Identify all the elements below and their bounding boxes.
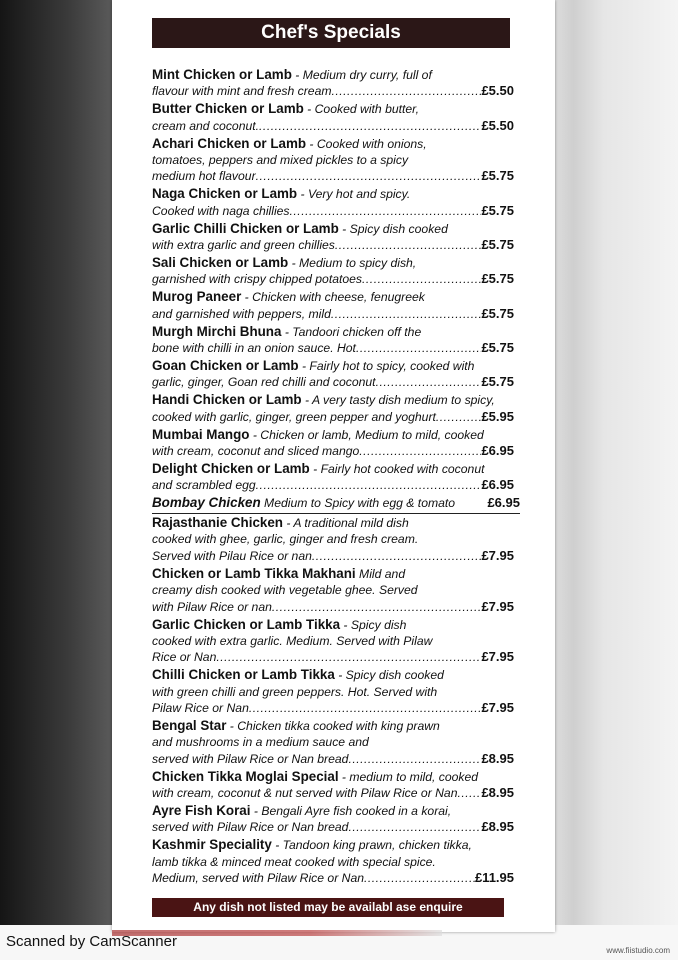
menu-item-description: - Chicken with cheese, fenugreek bbox=[241, 290, 425, 305]
menu-item-description-line: garnished with crispy chipped potatoes bbox=[152, 272, 363, 287]
menu-item-line bbox=[152, 118, 514, 134]
menu-item-line bbox=[152, 477, 514, 493]
menu-item bbox=[152, 718, 514, 767]
menu-item bbox=[152, 495, 520, 513]
menu-item-price: £5.50 bbox=[481, 117, 514, 133]
menu-item-description: Medium to Spicy with egg & tomato bbox=[260, 496, 456, 511]
watermark: www.fiistudio.com bbox=[606, 946, 670, 955]
menu-item-heading bbox=[152, 186, 514, 202]
scanned-by-label: Scanned by CamScanner bbox=[6, 933, 177, 950]
menu-item-description: Mild and bbox=[355, 566, 406, 581]
menu-item-description-line: Cooked with naga chillies bbox=[152, 203, 290, 218]
menu-item-price: £8.95 bbox=[481, 750, 514, 766]
menu-item-lead bbox=[152, 495, 455, 511]
menu-item-line bbox=[152, 409, 514, 425]
menu-item-price: £5.75 bbox=[481, 305, 514, 321]
menu-item-description: - Medium dry curry, full of bbox=[291, 68, 432, 82]
menu-item-description-line: cream and coconut. bbox=[152, 118, 260, 133]
menu-item-line bbox=[152, 495, 520, 513]
dot-leader bbox=[256, 168, 482, 184]
menu-item bbox=[152, 67, 514, 100]
menu-item-description: - Spicy dish cooked bbox=[338, 221, 448, 236]
menu-item-price: £6.95 bbox=[481, 477, 514, 493]
dot-leader bbox=[312, 548, 482, 564]
menu-item-name: Naga Chicken or Lamb bbox=[152, 186, 298, 202]
background-left bbox=[0, 0, 112, 960]
menu-page bbox=[112, 0, 555, 932]
menu-item-name: Bengal Star bbox=[152, 717, 227, 733]
menu-item-description: - Spicy dish cooked bbox=[334, 668, 444, 683]
menu-item-description: - Chicken tikka cooked with king prawn bbox=[226, 718, 440, 733]
menu-item-name: Ayre Fish Korai bbox=[152, 802, 251, 818]
menu-item-name: Chilli Chicken or Lamb Tikka bbox=[152, 667, 335, 683]
menu-item-line bbox=[152, 340, 514, 356]
menu-item-price: £5.50 bbox=[481, 83, 514, 99]
menu-item-price: £5.75 bbox=[481, 168, 514, 184]
menu-item-line bbox=[152, 374, 514, 390]
menu-item-list bbox=[152, 67, 520, 888]
menu-item-heading bbox=[152, 136, 514, 152]
menu-item-description-line: with green chilli and green peppers. Hot. Served with bbox=[152, 684, 438, 699]
dot-leader bbox=[331, 306, 482, 322]
menu-item-heading bbox=[152, 67, 514, 83]
menu-item-description-line: and mushrooms in a medium sauce and bbox=[152, 735, 369, 750]
menu-item-heading bbox=[152, 221, 514, 237]
menu-item-price: £5.75 bbox=[481, 202, 514, 218]
menu-item-description: - A traditional mild dish bbox=[282, 516, 409, 531]
menu-item-name: Mumbai Mango bbox=[152, 426, 250, 442]
menu-item-description: - Medium to spicy dish, bbox=[288, 255, 417, 270]
menu-item-name: Handi Chicken or Lamb bbox=[152, 392, 302, 408]
menu-item-price: £5.75 bbox=[481, 271, 514, 287]
footer-note: Any dish not listed may be availabl ase enquire bbox=[152, 898, 504, 917]
dot-leader bbox=[362, 271, 481, 287]
menu-item-description-line: cooked with garlic, ginger, green pepper and yoghurt bbox=[152, 409, 436, 424]
menu-item-description: - Tandoon king prawn, chicken tikka, bbox=[271, 838, 472, 853]
menu-item-name: Achari Chicken or Lamb bbox=[152, 135, 307, 151]
menu-item-heading bbox=[152, 101, 514, 117]
menu-item-heading bbox=[152, 358, 514, 374]
menu-item-line bbox=[152, 271, 514, 287]
menu-item-description-line: Pilaw Rice or Nan bbox=[152, 701, 249, 716]
menu-item-description-line: flavour with mint and fresh cream bbox=[152, 84, 332, 99]
menu-item-line bbox=[152, 306, 514, 322]
menu-item-description-line: Rice or Nan bbox=[152, 650, 217, 665]
menu-item-description: - Fairly hot cooked with coconut bbox=[309, 461, 485, 476]
menu-item-heading bbox=[152, 667, 514, 683]
menu-item-heading bbox=[152, 769, 514, 785]
menu-item bbox=[152, 358, 514, 391]
menu-item-description: - Spicy dish bbox=[340, 617, 407, 632]
menu-item-line bbox=[152, 237, 514, 253]
menu-item-name: Chicken or Lamb Tikka Makhani bbox=[152, 565, 356, 581]
menu-item-line bbox=[152, 870, 514, 886]
menu-item-description: - A very tasty dish medium to spicy, bbox=[301, 393, 495, 408]
menu-item-description-line: medium hot flavour bbox=[152, 169, 256, 184]
dot-leader bbox=[356, 340, 482, 356]
menu-item-name: Garlic Chilli Chicken or Lamb bbox=[152, 220, 339, 236]
menu-item-price: £8.95 bbox=[481, 785, 514, 801]
dot-leader bbox=[364, 870, 475, 886]
dot-leader bbox=[359, 443, 481, 459]
menu-item-name: Sali Chicken or Lamb bbox=[152, 254, 289, 270]
menu-item-name: Mint Chicken or Lamb bbox=[152, 67, 292, 82]
menu-item-name: Murgh Mirchi Bhuna bbox=[152, 323, 282, 339]
menu-item-description-line: lamb tikka & minced meat cooked with special spice. bbox=[152, 854, 436, 869]
dot-leader bbox=[259, 118, 481, 134]
menu-item-price: £7.95 bbox=[481, 649, 514, 665]
menu-item-line bbox=[152, 443, 514, 459]
menu-item-price: £8.95 bbox=[481, 819, 514, 835]
menu-item-price: £6.95 bbox=[487, 495, 520, 511]
menu-item-name: Bombay Chicken bbox=[152, 495, 261, 511]
menu-item-line bbox=[152, 599, 514, 615]
dot-leader bbox=[332, 83, 482, 99]
menu-item-name: Kashmir Speciality bbox=[152, 837, 272, 853]
dot-leader bbox=[216, 649, 481, 665]
dot-leader bbox=[348, 819, 481, 835]
menu-item bbox=[152, 324, 514, 357]
dot-leader bbox=[249, 700, 482, 716]
menu-item-heading bbox=[152, 324, 514, 340]
dot-leader bbox=[256, 477, 482, 493]
menu-item bbox=[152, 392, 514, 425]
menu-item-description-line: and garnished with peppers, mild bbox=[152, 306, 331, 321]
menu-item-description-line: and scrambled egg bbox=[152, 478, 256, 493]
dot-leader bbox=[458, 785, 482, 801]
menu-item-heading bbox=[152, 566, 514, 582]
menu-item bbox=[152, 617, 514, 666]
menu-item-heading bbox=[152, 617, 514, 633]
menu-item-line bbox=[152, 203, 514, 219]
menu-item bbox=[152, 255, 514, 288]
menu-item-heading bbox=[152, 837, 514, 853]
menu-item-description-line: with cream, coconut & nut served with Pilaw Rice or Nan bbox=[152, 786, 458, 801]
menu-item-heading bbox=[152, 515, 514, 531]
menu-item-line bbox=[152, 700, 514, 716]
menu-item bbox=[152, 515, 514, 564]
menu-item bbox=[152, 461, 514, 494]
menu-item-name: Butter Chicken or Lamb bbox=[152, 101, 304, 117]
menu-item bbox=[152, 101, 514, 134]
menu-item-description: - Chicken or lamb, Medium to mild, cooked bbox=[249, 427, 484, 442]
menu-item-line bbox=[152, 548, 514, 564]
menu-item-description: - Bengali Ayre fish cooked in a korai, bbox=[250, 803, 452, 818]
menu-item bbox=[152, 837, 514, 886]
menu-item-description: - Fairly hot to spicy, cooked with bbox=[298, 358, 475, 373]
menu-item bbox=[152, 289, 514, 322]
dot-leader bbox=[335, 237, 482, 253]
dot-leader bbox=[348, 751, 481, 767]
menu-item-price: £5.75 bbox=[481, 340, 514, 355]
menu-item-heading bbox=[152, 803, 514, 819]
dot-leader bbox=[272, 599, 482, 615]
menu-item-description-line: with extra garlic and green chillies bbox=[152, 238, 335, 253]
menu-item-description-line: Medium, served with Pilaw Rice or Nan bbox=[152, 871, 365, 886]
menu-item-price: £6.95 bbox=[481, 442, 514, 458]
dot-leader bbox=[376, 374, 482, 390]
dot-leader bbox=[290, 203, 482, 219]
menu-item bbox=[152, 221, 514, 254]
menu-item-line bbox=[152, 819, 514, 835]
page-title: Chef's Specials bbox=[152, 18, 510, 48]
menu-item-price: £5.95 bbox=[481, 408, 514, 424]
menu-item-description-line: with cream, coconut and sliced mango bbox=[152, 443, 360, 458]
menu-item bbox=[152, 136, 514, 185]
dot-leader bbox=[436, 409, 482, 425]
background-right bbox=[555, 0, 678, 960]
menu-item-description-line: cooked with ghee, garlic, ginger and fresh cream. bbox=[152, 532, 419, 547]
menu-item-heading bbox=[152, 289, 514, 305]
menu-item-description-line: garlic, ginger, Goan red chilli and coconut bbox=[152, 375, 376, 390]
menu-item-line bbox=[152, 751, 514, 767]
menu-item-heading bbox=[152, 427, 514, 443]
menu-item-price: £5.75 bbox=[481, 237, 514, 253]
menu-item-name: Rajasthanie Chicken bbox=[152, 515, 283, 531]
menu-item-heading bbox=[152, 718, 514, 734]
menu-item-description-line: cooked with extra garlic. Medium. Served with Pilaw bbox=[152, 633, 433, 648]
menu-item-price: £7.95 bbox=[481, 547, 514, 563]
menu-item-name: Chicken Tikka Moglai Special bbox=[152, 768, 339, 784]
menu-item-price: £11.95 bbox=[474, 870, 514, 886]
menu-item-line bbox=[152, 168, 514, 184]
menu-item-price: £5.75 bbox=[481, 374, 514, 390]
menu-item bbox=[152, 427, 514, 460]
menu-item bbox=[152, 186, 514, 219]
menu-item bbox=[152, 667, 514, 716]
menu-item-description-line: served with Pilaw Rice or Nan bread bbox=[152, 751, 349, 766]
menu-item-description: - medium to mild, cooked bbox=[338, 769, 479, 784]
menu-item-line bbox=[152, 649, 514, 665]
menu-item-name: Delight Chicken or Lamb bbox=[152, 460, 310, 476]
menu-item-price: £7.95 bbox=[481, 700, 514, 716]
menu-item bbox=[152, 803, 514, 836]
menu-item-line bbox=[152, 83, 514, 99]
menu-item-name: Goan Chicken or Lamb bbox=[152, 357, 299, 373]
menu-item-description: - Cooked with butter, bbox=[303, 102, 419, 117]
menu-item-heading bbox=[152, 392, 514, 408]
menu-item bbox=[152, 769, 514, 802]
menu-item-description-line: tomatoes, peppers and mixed pickles to a spicy bbox=[152, 153, 409, 168]
menu-item-description: - Very hot and spicy. bbox=[297, 187, 411, 202]
menu-item-name: Murog Paneer bbox=[152, 289, 242, 305]
menu-item-description-line: bone with chilli in an onion sauce. Hot bbox=[152, 341, 356, 355]
menu-item-description-line: with Pilaw Rice or nan bbox=[152, 599, 272, 614]
menu-item-description-line: Served with Pilau Rice or nan bbox=[152, 548, 312, 563]
menu-item-description: - Tandoori chicken off the bbox=[281, 324, 422, 339]
menu-item-description: - Cooked with onions, bbox=[306, 136, 427, 151]
menu-item-description-line: creamy dish cooked with vegetable ghee. Served bbox=[152, 583, 418, 598]
menu-item-description-line: served with Pilaw Rice or Nan bread bbox=[152, 820, 349, 835]
menu-item bbox=[152, 566, 514, 615]
menu-item-name: Garlic Chicken or Lamb Tikka bbox=[152, 616, 341, 632]
menu-item-price: £7.95 bbox=[481, 598, 514, 614]
menu-item-line bbox=[152, 785, 514, 801]
menu-item-heading bbox=[152, 255, 514, 271]
menu-item-heading bbox=[152, 461, 514, 477]
